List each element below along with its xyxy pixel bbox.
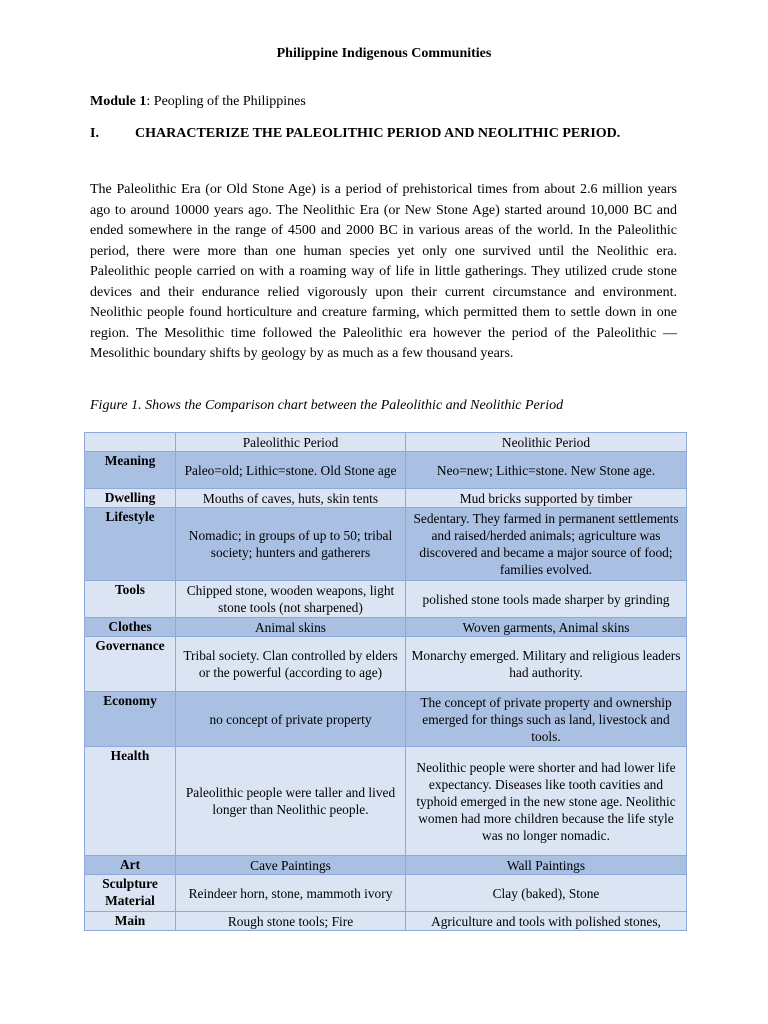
table-row	[85, 489, 687, 508]
neolithic-cell: Neolithic people were shorter and had lower life expectancy. Diseases like tooth cavities and typhoid emerged in the new stone age. Neolithic women had more children because the life style was no longer nomadic.	[406, 747, 687, 856]
paleolithic-cell: Cave Paintings	[176, 856, 406, 875]
intro-paragraph: The Paleolithic Era (or Old Stone Age) is a period of prehistorical times from about 2.6 million years ago to around 10000 years ago. The Neolithic Era (or New Stone Age) started around 10,000 BC and ended somewhere in the range of 4500 and 2000 BC in various areas of the world. In the Paleolithic period, there were more than one human species yet only one survived until the Neolithic era. Paleolithic people carried on with a roaming way of life in little gatherings. They utilized crude stone devices and their endurance relied vigorously upon their current circumstance and environment. Neolithic people found horticulture and creature farming, which permitted them to settle down in one region. The Mesolithic time followed the Paleolithic era however the period of the Paleolithic — Mesolithic boundary shifts by geology by as much as a few thousand years.	[90, 182, 677, 361]
table-row	[85, 856, 687, 875]
comparison-table	[84, 432, 687, 931]
paleolithic-cell: Mouths of caves, huts, skin tents	[176, 489, 406, 508]
table-row	[85, 637, 687, 692]
table-row	[85, 452, 687, 489]
neolithic-cell: Sedentary. They farmed in permanent settlements and raised/herded animals; agriculture was discovered and became a major source of food; families evolved.	[406, 508, 687, 581]
neolithic-cell: Monarchy emerged. Military and religious leaders had authority.	[406, 637, 687, 692]
neolithic-cell: Mud bricks supported by timber	[406, 489, 687, 508]
table-row	[85, 692, 687, 747]
paleolithic-cell: Animal skins	[176, 618, 406, 637]
row-label: Tools	[85, 581, 176, 618]
neolithic-cell: Clay (baked), Stone	[406, 875, 687, 912]
table-row	[85, 618, 687, 637]
table-row	[85, 912, 687, 931]
paleolithic-cell: no concept of private property	[176, 692, 406, 747]
neolithic-cell: Agriculture and tools with polished stones,	[406, 912, 687, 931]
section-heading	[90, 126, 690, 142]
module-text: : Peopling of the Philippines	[146, 94, 306, 109]
header-cell-empty	[85, 433, 176, 452]
neolithic-cell: Wall Paintings	[406, 856, 687, 875]
row-label: Meaning	[85, 452, 176, 489]
row-label: Sculpture Material	[85, 875, 176, 912]
table-header-row	[85, 433, 687, 452]
neolithic-cell: Woven garments, Animal skins	[406, 618, 687, 637]
table-row	[85, 581, 687, 618]
table-row	[85, 747, 687, 856]
module-label: Module 1	[90, 94, 147, 109]
row-label: Main	[85, 912, 176, 931]
row-label: Economy	[85, 692, 176, 747]
paleolithic-cell: Tribal society. Clan controlled by elders or the powerful (according to age)	[176, 637, 406, 692]
paleolithic-cell: Rough stone tools; Fire	[176, 912, 406, 931]
table-row	[85, 875, 687, 912]
row-label: Governance	[85, 637, 176, 692]
paleolithic-cell: Reindeer horn, stone, mammoth ivory	[176, 875, 406, 912]
row-label: Clothes	[85, 618, 176, 637]
row-label: Art	[85, 856, 176, 875]
document-title: Philippine Indigenous Communities	[276, 46, 492, 61]
section-title: CHARACTERIZE THE PALEOLITHIC PERIOD AND NEOLITHIC PERIOD.	[135, 126, 621, 141]
module-line	[90, 94, 306, 110]
section-number: I.	[90, 126, 99, 141]
header-cell-neolithic: Neolithic Period	[406, 433, 687, 452]
row-label: Dwelling	[85, 489, 176, 508]
paleolithic-cell: Paleo=old; Lithic=stone. Old Stone age	[176, 452, 406, 489]
row-label: Health	[85, 747, 176, 856]
neolithic-cell: polished stone tools made sharper by grinding	[406, 581, 687, 618]
figure-caption: Figure 1. Shows the Comparison chart between the Paleolithic and Neolithic Period	[90, 398, 564, 413]
paleolithic-cell: Paleolithic people were taller and lived longer than Neolithic people.	[176, 747, 406, 856]
row-label: Lifestyle	[85, 508, 176, 581]
paleolithic-cell: Nomadic; in groups of up to 50; tribal society; hunters and gatherers	[176, 508, 406, 581]
neolithic-cell: The concept of private property and ownership emerged for things such as land, livestock and tools.	[406, 692, 687, 747]
paleolithic-cell: Chipped stone, wooden weapons, light stone tools (not sharpened)	[176, 581, 406, 618]
table-row	[85, 508, 687, 581]
neolithic-cell: Neo=new; Lithic=stone. New Stone age.	[406, 452, 687, 489]
header-cell-paleolithic: Paleolithic Period	[176, 433, 406, 452]
